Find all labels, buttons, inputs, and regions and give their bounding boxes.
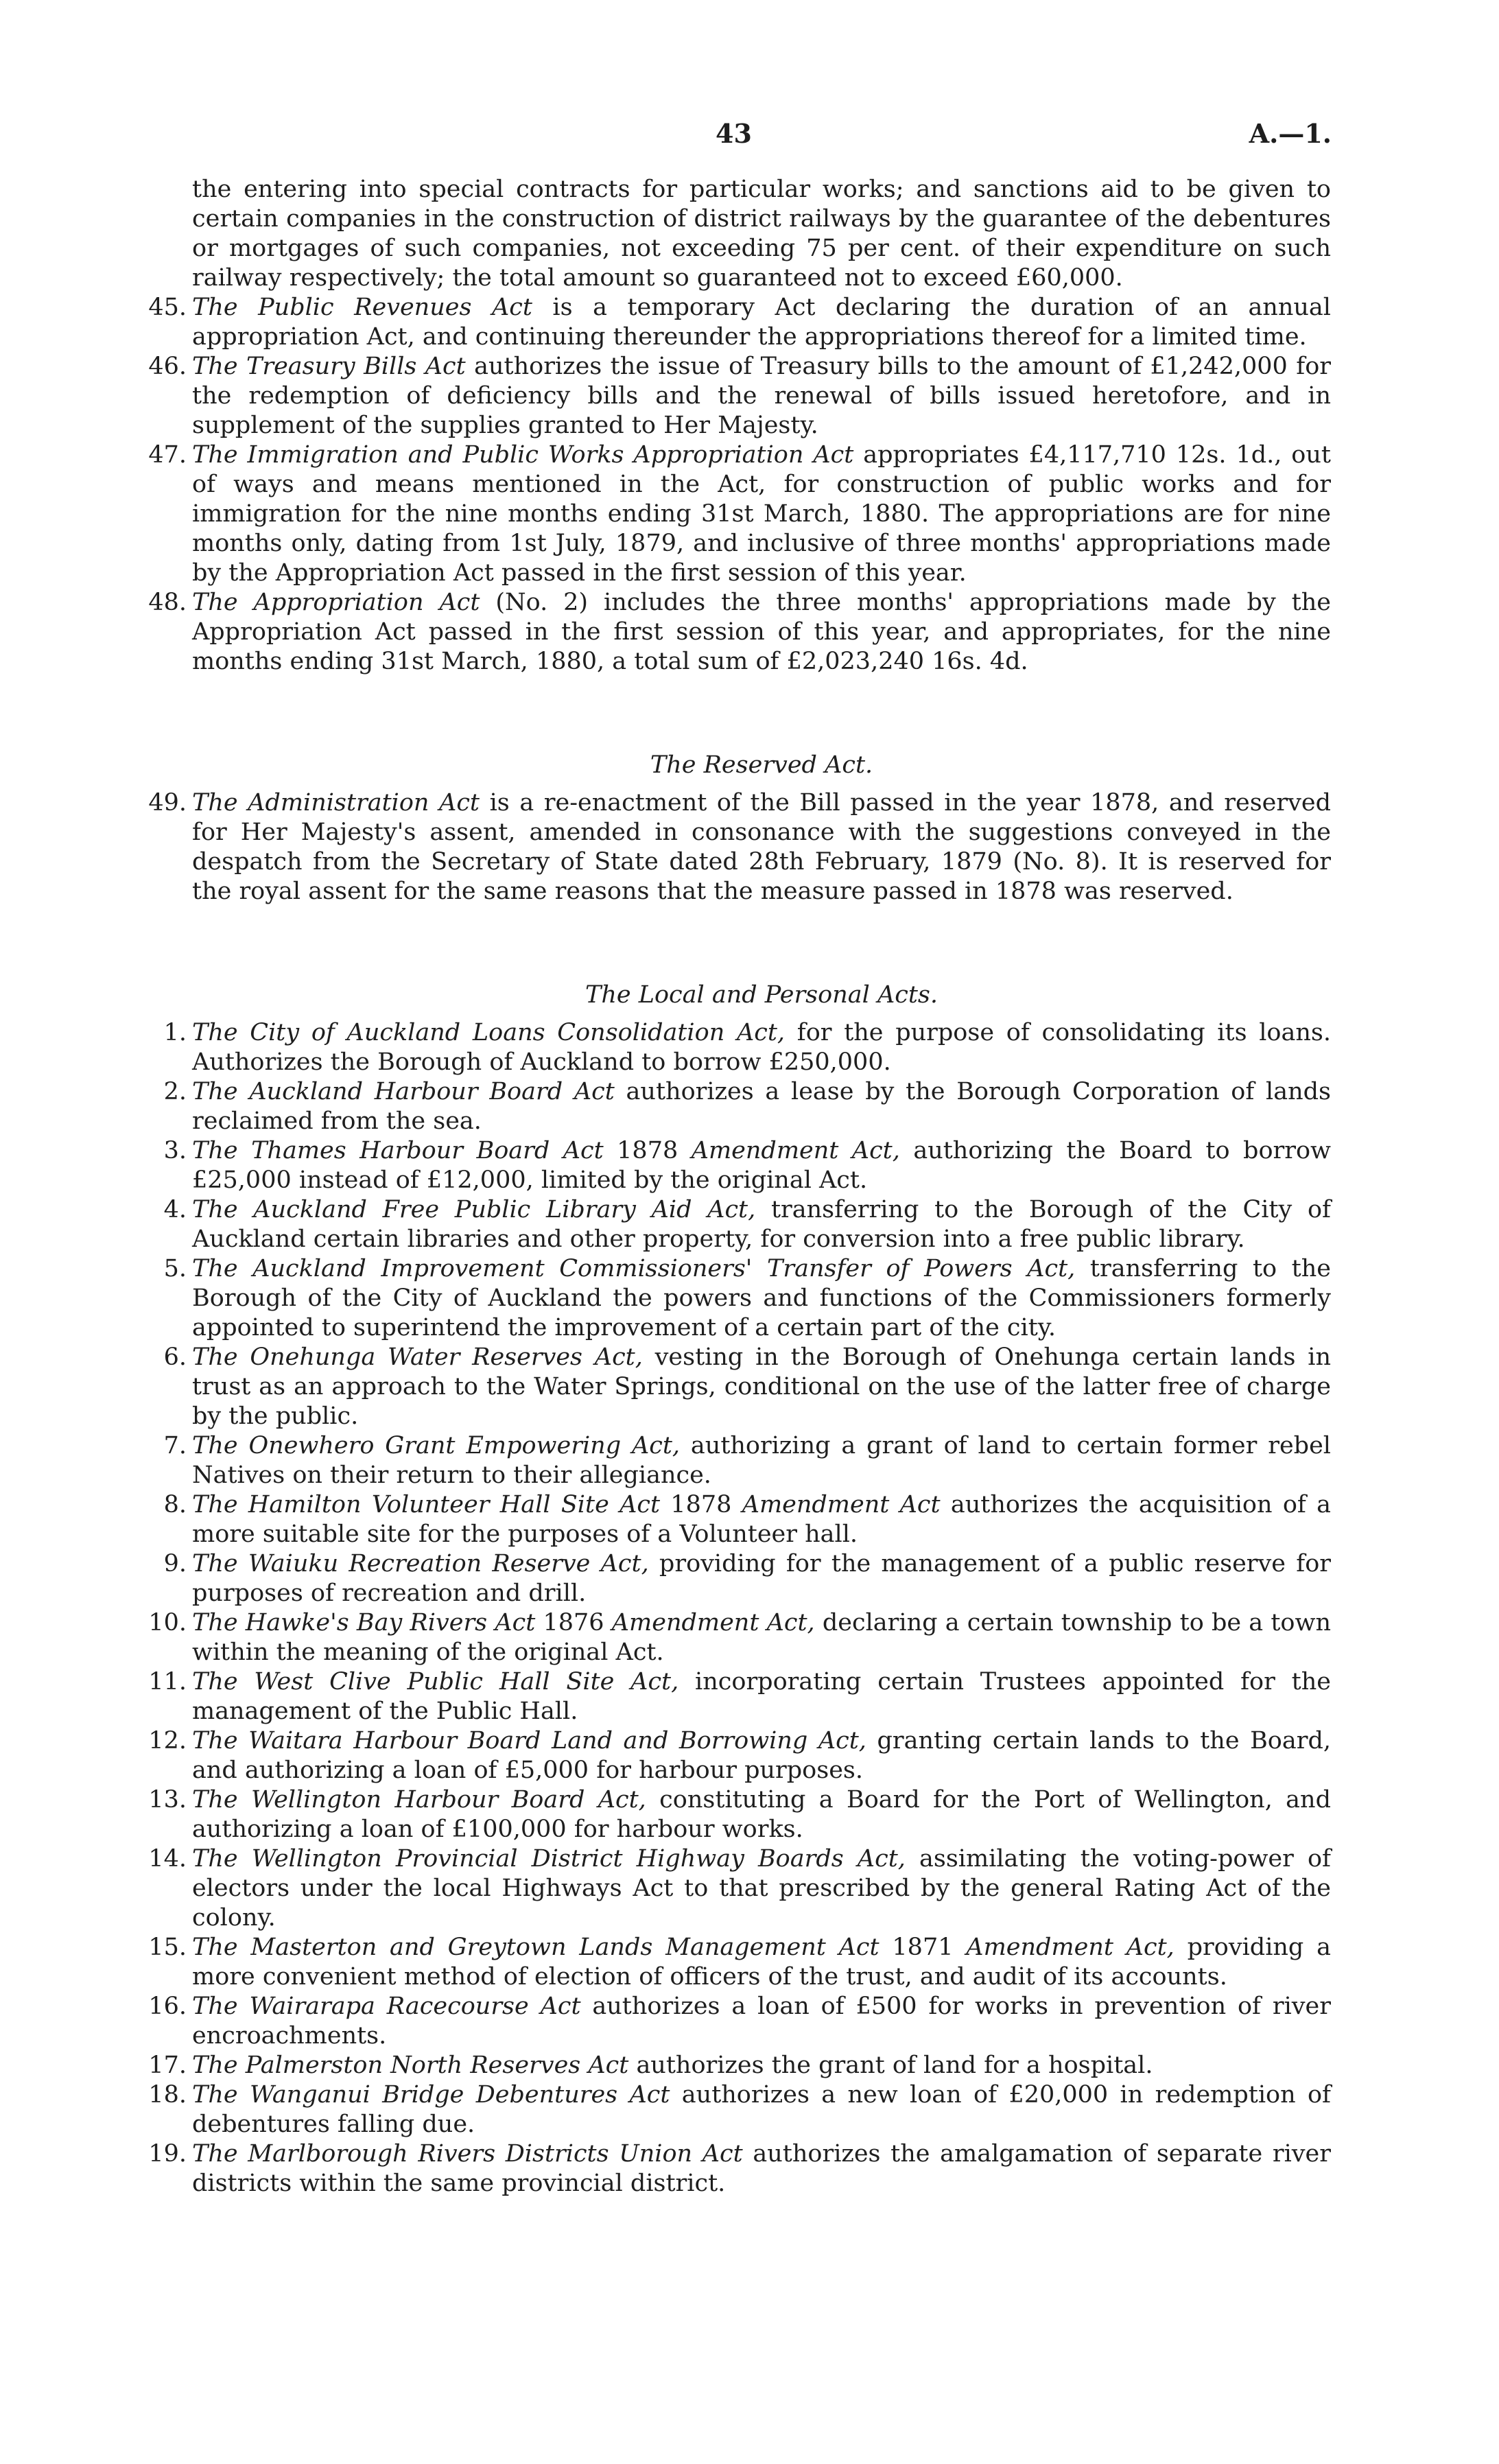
item-text: is a re-enactment of the Bill passed in the year 1878, and reserved for Her Majesty's assent, amended in consonance with the suggestions conveyed in the despatch from the Secretary of State dated 28th February, 1879 (No. 8). It is reserved for the royal assent for the same reasons that the measure passed in 1878 was reserved. [192,789,1331,905]
item-number: 12. [148,1727,187,1755]
item-number: 8. [163,1491,187,1518]
item-text-suffix: declaring a certain township to be a town within the meaning of the original Act. [192,1609,1332,1666]
act-title-suffix: Amendment Act, [966,1934,1175,1961]
list-item [123,1608,1331,1667]
item-text: transferring to the Borough of the City of Auckland certain libraries and other property, for conversion into a free public library. [192,1196,1331,1253]
act-title: The Masterton and Greytown Lands Management Act [192,1934,880,1961]
act-title: The Administration Act [192,789,480,817]
act-title: The Hamilton Volunteer Hall Site Act [192,1491,661,1518]
page-header [0,118,1499,159]
list-item [123,1254,1331,1343]
act-title: The Wellington Harbour Board Act, [192,1786,646,1814]
item-number: 14. [148,1845,187,1873]
list-item [123,2051,1331,2080]
item-number: 9. [163,1550,187,1577]
item-text: incorporating certain Trustees appointed for the management of the Public Hall. [192,1668,1331,1725]
reserved-act-heading: The Reserved Act. [650,751,873,779]
item-text: authorizes a new loan of £20,000 in redemption of debentures falling due. [192,2081,1331,2138]
item-text: authorizes a lease by the Borough Corporation of lands reclaimed from the sea. [192,1078,1332,1135]
act-title: The Treasury Bills Act [192,353,466,380]
list-item [123,1726,1331,1785]
item-number: 47. [148,441,187,469]
item-text: is a temporary Act declaring the duration of an annual appropriation Act, and continuing thereunder the appropriations thereof for a limited time. [192,294,1331,351]
item-number: 1. [163,1019,187,1046]
list-item [123,1431,1331,1490]
item-text: 1876 [535,1609,612,1636]
item-text: authorizes the amalgamation of separate river districts within the same provincial district. [192,2140,1331,2197]
act-title: The Palmerston North Reserves Act [192,2052,629,2079]
page-body [123,175,1331,2198]
item-text: authorizes the grant of land for a hospital. [628,2052,1153,2079]
item-number: 11. [148,1668,187,1696]
item-number: 48. [148,589,187,616]
local-acts-heading: The Local and Personal Acts. [585,981,938,1009]
list-item [123,441,1331,588]
act-title: The Wanganui Bridge Debentures Act [192,2081,670,2109]
list-item [123,1549,1331,1608]
item-text: authorizing a grant of land to certain former rebel Natives on their return to their allegiance. [192,1432,1331,1489]
item-text: for the purpose of consolidating its loans. Authorizes the Borough of Auckland to borrow £250,000. [192,1019,1331,1076]
act-title: The Public Revenues Act [192,294,532,321]
item-text: vesting in the Borough of Onehunga certain lands in trust as an approach to the Water Springs, conditional on the use of the latter free of charge by the public. [192,1344,1331,1430]
continuation-paragraph: the entering into special contracts for particular works; and sanctions aid to be given to certain companies in the construction of district railways by the guarantee of the debentures or mortgages of such companies, not exceeding 75 per cent. of their expenditure on such railway respectively; the total amount so guaranteed not to exceed £60,000. [192,176,1331,292]
list-item [123,1933,1331,1992]
item-text: assimilating the voting-power of electors under the local Highways Act to that prescribed by the general Rating Act of the colony. [192,1845,1331,1932]
act-title: The Waiuku Recreation Reserve Act, [192,1550,649,1577]
item-text: appropriates £4,117,710 12s. 1d., out of ways and means mentioned in the Act, for construction of public works and for immigration for the nine months ending 31st March, 1880. The appropriations are for nine months only, dating from 1st July, 1879, and inclusive of three months' appropriations made by the Appropriation Act passed in the first session of this year. [192,441,1331,587]
item-number: 6. [163,1344,187,1371]
act-title-suffix: Amendment Act [742,1491,941,1518]
item-text: 1878 [660,1491,742,1518]
act-title: The Immigration and Public Works Appropriation Act [192,441,854,469]
list-item [123,1195,1331,1254]
local-acts-list [123,1018,1331,2198]
item-number: 17. [148,2052,187,2079]
act-title: The City of Auckland Loans Consolidation Act, [192,1019,786,1046]
item-text: 1871 [879,1934,967,1961]
act-title: The Auckland Harbour Board Act [192,1078,615,1105]
act-title-suffix: Amendment Act, [691,1137,900,1164]
item-number: 49. [148,789,187,817]
item-text: (No. 2) includes the three months' appropriations made by the Appropriation Act passed in the first session of this year, and appropriates, for the nine months ending 31st March, 1880, a total sum of £2,023,240 16s. 4d. [192,589,1331,675]
list-item [123,588,1331,677]
list-item [123,788,1331,906]
list-item [123,1667,1331,1726]
item-number: 19. [148,2140,187,2168]
act-title: The Marlborough Rivers Districts Union Act [192,2140,743,2168]
item-text: granting certain lands to the Board, and authorizing a loan of £5,000 for harbour purposes. [192,1727,1331,1784]
act-title: The West Clive Public Hall Site Act, [192,1668,679,1696]
act-title: The Appropriation Act [192,589,480,616]
item-number: 10. [148,1609,187,1636]
list-item [123,1490,1331,1549]
act-title: The Thames Harbour Board Act [192,1137,604,1164]
item-number: 16. [148,1993,187,2020]
item-text: constituting a Board for the Port of Wellington, and authorizing a loan of £100,000 for harbour works. [192,1786,1331,1843]
list-item [123,293,1331,352]
list-item [123,1018,1331,1077]
acts-list-top [123,293,1331,677]
item-text: authorizes the issue of Treasury bills to the amount of £1,242,000 for the redemption of deficiency bills and the renewal of bills issued heretofore, and in supplement of the supplies granted to Her Majesty. [192,353,1331,439]
act-title: The Wellington Provincial District Highway Boards Act, [192,1845,906,1873]
item-number: 5. [163,1255,187,1282]
item-text: authorizes a loan of £500 for works in prevention of river encroachments. [192,1993,1331,2050]
list-item [123,1077,1331,1136]
item-number: 15. [148,1934,187,1961]
item-text-suffix: providing a more convenient method of election of officers of the trust, and audit of its accounts. [192,1934,1332,1991]
item-text: transferring to the Borough of the City of Auckland the powers and functions of the Commissioners formerly appointed to superintend the improvement of a certain part of the city. [192,1255,1331,1341]
item-number: 46. [148,353,187,380]
act-title: The Auckland Free Public Library Aid Act, [192,1196,756,1223]
act-title: The Onehunga Water Reserves Act, [192,1344,643,1371]
act-title-suffix: Amendment Act, [611,1609,815,1636]
act-title: The Auckland Improvement Commissioners' Transfer of Powers Act, [192,1255,1076,1282]
item-number: 4. [163,1196,187,1223]
list-item [123,1992,1331,2051]
list-item [123,1844,1331,1933]
item-text-suffix: authorizing the Board to borrow £25,000 instead of £12,000, limited by the original Act. [192,1137,1332,1194]
list-item [123,1136,1331,1195]
item-number: 2. [163,1078,187,1105]
item-number: 3. [163,1137,187,1164]
item-number: 18. [148,2081,187,2109]
list-item [123,352,1331,441]
item-text: 1878 [603,1137,692,1164]
item-text-suffix: authorizes the acquisition of a more suitable site for the purposes of a Volunteer hall. [192,1491,1332,1548]
page-reference: A.—1. [1249,118,1332,149]
item-number: 7. [163,1432,187,1459]
list-item [123,1343,1331,1431]
page-number: 43 [716,118,752,149]
list-item [123,2080,1331,2139]
list-item [123,2139,1331,2198]
act-title: The Waitara Harbour Board Land and Borrowing Act, [192,1727,866,1755]
item-number: 45. [148,294,187,321]
list-item [123,1785,1331,1844]
act-title: The Onewhero Grant Empowering Act, [192,1432,681,1459]
item-text: providing for the management of a public reserve for purposes of recreation and drill. [192,1550,1332,1607]
act-title: The Hawke's Bay Rivers Act [192,1609,536,1636]
item-number: 13. [148,1786,187,1814]
act-title: The Wairarapa Racecourse Act [192,1993,581,2020]
